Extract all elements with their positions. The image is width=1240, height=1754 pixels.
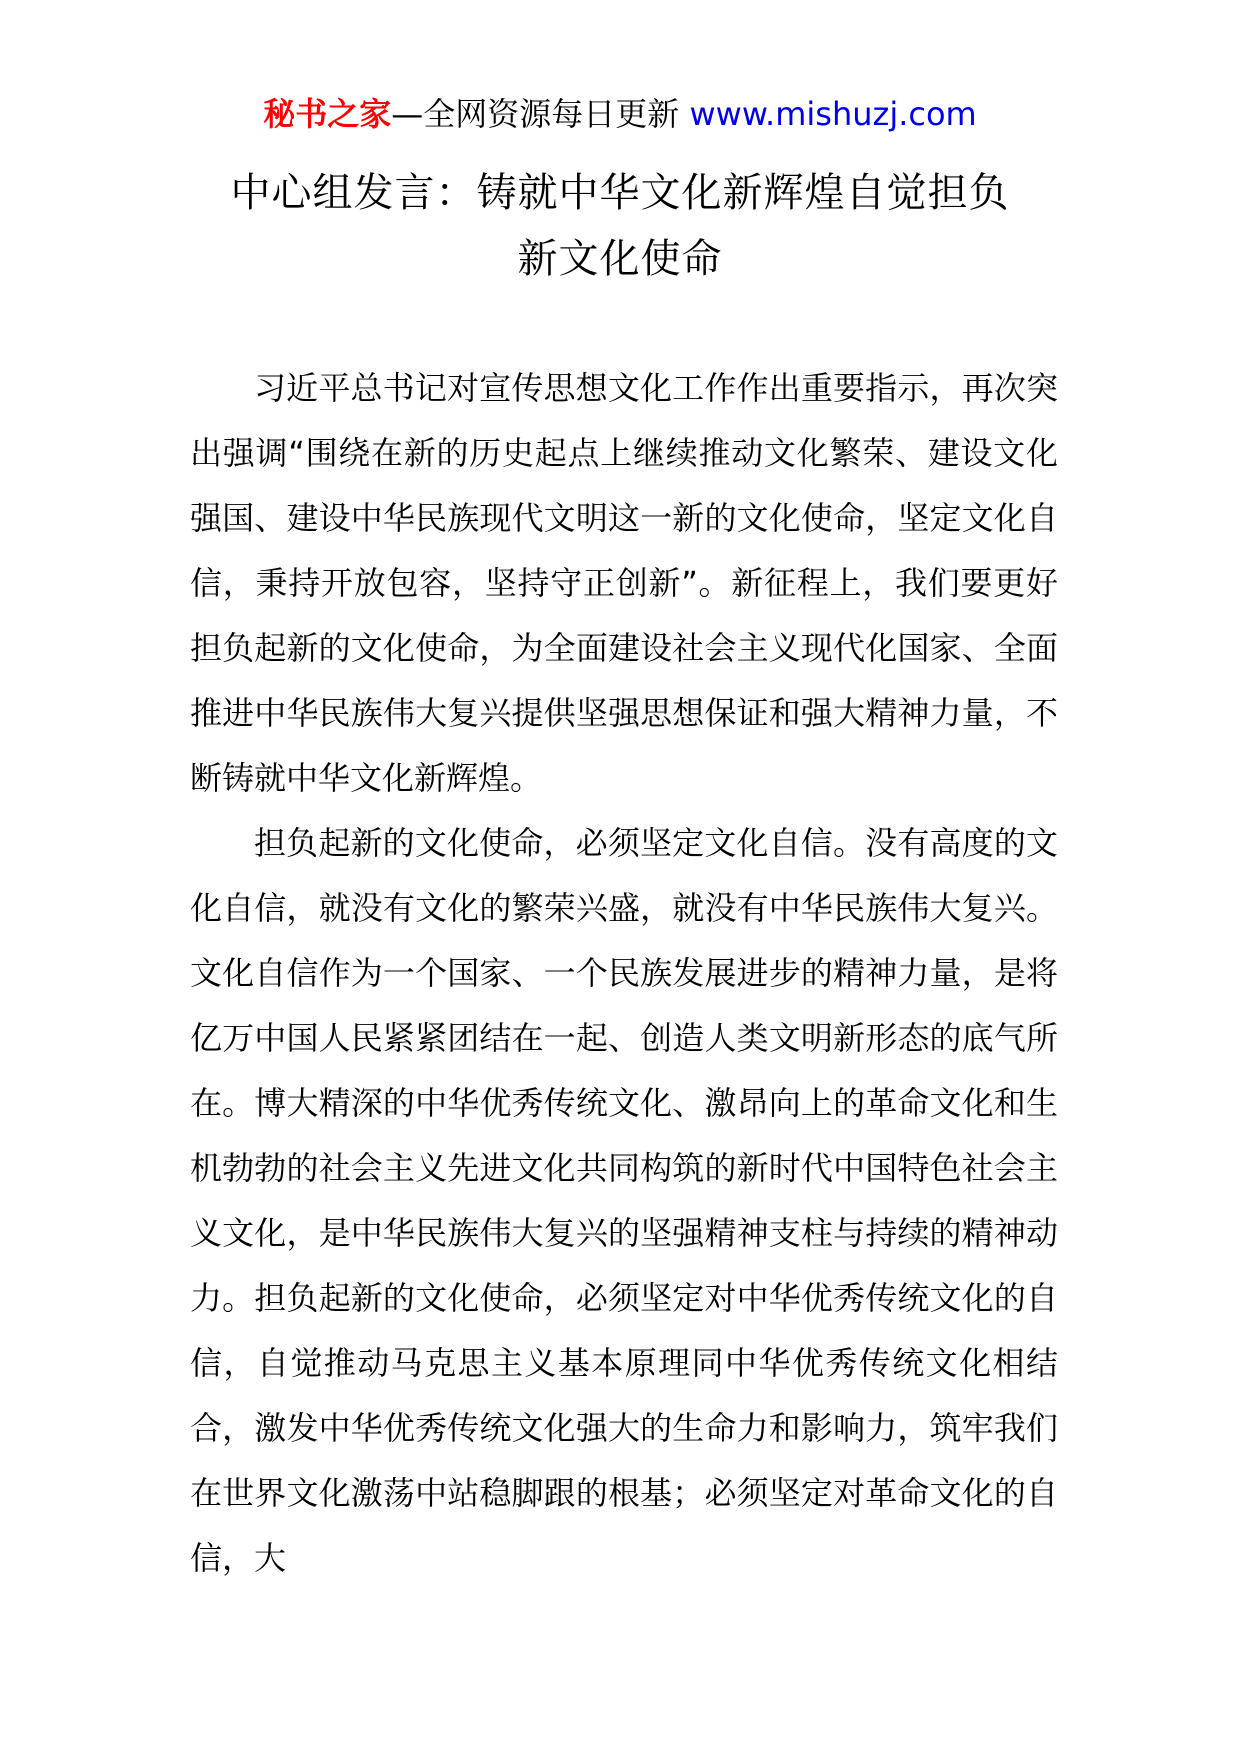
site-url-link[interactable]: www.mishuzj.com — [689, 95, 977, 133]
brand-name: 秘书之家 — [263, 95, 392, 133]
paragraph-1 — [190, 356, 1058, 811]
header-tagline: —全网资源每日更新 — [391, 95, 680, 133]
paragraph-2-lead: 担负起新的文化使命，必须坚定文化自信。 — [254, 824, 866, 862]
paragraph-2-text: 没有高度的文化自信，就没有文化的繁荣兴盛，就没有中华民族伟大复兴。文化自信作为一个国家、一个民族发展进步的精神力量，是将亿万中国人民紧紧团结在一起、创造人类文明新形态的底气所在。博大精深的中华优秀传统文化、激昂向上的革命文化和生机勃勃的社会主义先进文化共同构筑的新时代中国特色社会主义文化，是中华民族伟大复兴的坚强精神支柱与持续的精神动力。担负起新的文化使命，必须坚定对中华优秀传统文化的自信，自觉推动马克思主义基本原理同中华优秀传统文化相结合，激发中华优秀传统文化强大的生命力和影响力，筑牢我们在世界文化激荡中站稳脚跟的根基；必须坚定对革命文化的自信，大 — [190, 824, 1058, 1577]
title-line-1: 中心组发言：铸就中华文化新辉煌自觉担负 — [230, 170, 1010, 216]
document-body — [190, 356, 1058, 1591]
paragraph-1-text: 习近平总书记对宣传思想文化工作作出重要指示，再次突出强调“围绕在新的历史起点上继续推动文化繁荣、建设文化强国、建设中华民族现代文明这一新的文化使命，坚定文化自信，秉持开放包容，坚持守正创新”。新征程上，我们要更好担负起新的文化使命，为全面建设社会主义现代化国家、全面推进中华民族伟大复兴提供坚强思想保证和强大精神力量，不断铸就中华文化新辉煌。 — [190, 369, 1058, 797]
title-line-2: 新文化使命 — [517, 236, 723, 282]
paragraph-2 — [190, 811, 1058, 1591]
document-title — [190, 160, 1050, 292]
site-header — [0, 92, 1240, 136]
